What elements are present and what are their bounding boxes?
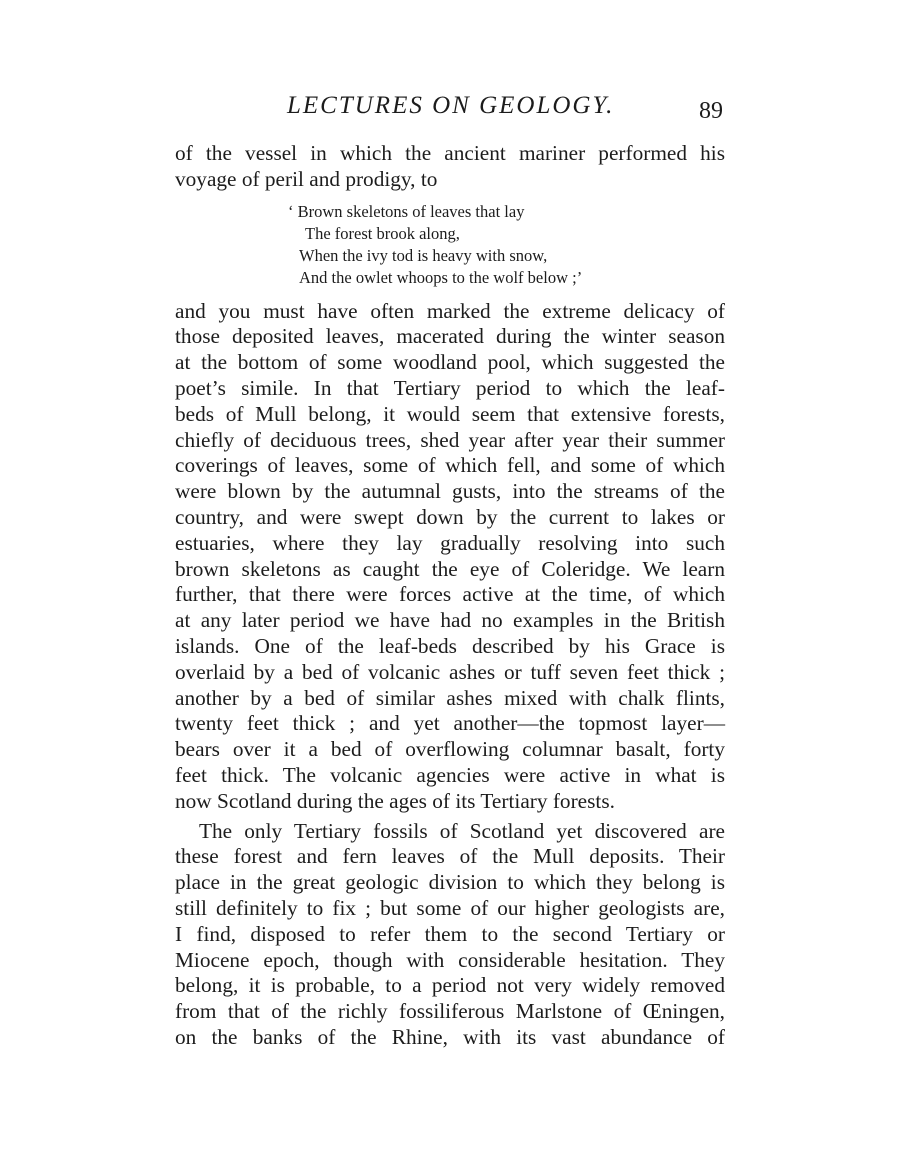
paragraph-1 [175,141,725,193]
verse-line: And the owlet whoops to the wolf below ;’ [299,267,583,287]
text-line: belong, it is probable, to a period not very widely removed [175,973,725,998]
text-line: The only Tertiary fossils of Scotland yet discovered are [199,818,725,843]
text-line: estuaries, where they lay gradually resolving into such [175,530,725,555]
page-number: 89 [699,98,723,124]
paragraph-3 [175,819,725,1051]
text-line: twenty feet thick ; and yet another—the topmost layer— [175,711,725,736]
text-line: place in the great geologic division to which they belong is [175,870,725,895]
paragraph-2 [175,299,725,815]
text-line: brown skeletons as caught the eye of Coleridge. We learn [175,556,725,581]
text-line: islands. One of the leaf-beds described by his Grace is [175,633,725,658]
verse-line: ‘ Brown skeletons of leaves that lay [288,201,525,221]
body-text [175,141,725,1051]
text-line: beds of Mull belong, it would seem that extensive forests, [175,401,725,426]
text-line: coverings of leaves, some of which fell, and some of which [175,453,725,478]
text-line: at any later period we have had no examples in the British [175,608,725,633]
text-line: I find, disposed to refer them to the second Tertiary or [175,921,725,946]
text-line: those deposited leaves, macerated during the winter season [175,324,725,349]
text-line: at the bottom of some woodland pool, which suggested the [175,350,725,375]
text-line: on the banks of the Rhine, with its vast abundance of [175,1024,725,1049]
verse-line: When the ivy tod is heavy with snow, [299,245,548,265]
text-line: and you must have often marked the extreme delicacy of [175,298,725,323]
text-line: still definitely to fix ; but some of our higher geologists are, [175,895,725,920]
text-line: voyage of peril and prodigy, to [175,166,438,191]
text-line: bears over it a bed of overflowing columnar basalt, forty [175,737,725,762]
verse-line: The forest brook along, [305,223,460,243]
running-head [175,92,725,126]
text-line: country, and were swept down by the current to lakes or [175,504,725,529]
text-line: poet’s simile. In that Tertiary period to which the leaf- [175,375,725,400]
text-line: another by a bed of similar ashes mixed with chalk flints, [175,685,725,710]
text-line: from that of the richly fossiliferous Marlstone of Œningen, [175,999,725,1024]
running-title: LECTURES ON GEOLOGY. [287,92,615,119]
text-line: overlaid by a bed of volcanic ashes or tuff seven feet thick ; [175,659,725,684]
text-line: of the vessel in which the ancient mariner performed his [175,141,725,165]
text-line: further, that there were forces active at the time, of which [175,582,725,607]
text-line: chiefly of deciduous trees, shed year after year their summer [175,427,725,452]
verse-quotation [288,201,725,289]
text-line: now Scotland during the ages of its Tertiary forests. [175,788,615,813]
text-line: were blown by the autumnal gusts, into the streams of the [175,479,725,504]
text-line: these forest and fern leaves of the Mull deposits. Their [175,844,725,869]
text-line: Miocene epoch, though with considerable hesitation. They [175,947,725,972]
text-line: feet thick. The volcanic agencies were active in what is [175,762,725,787]
